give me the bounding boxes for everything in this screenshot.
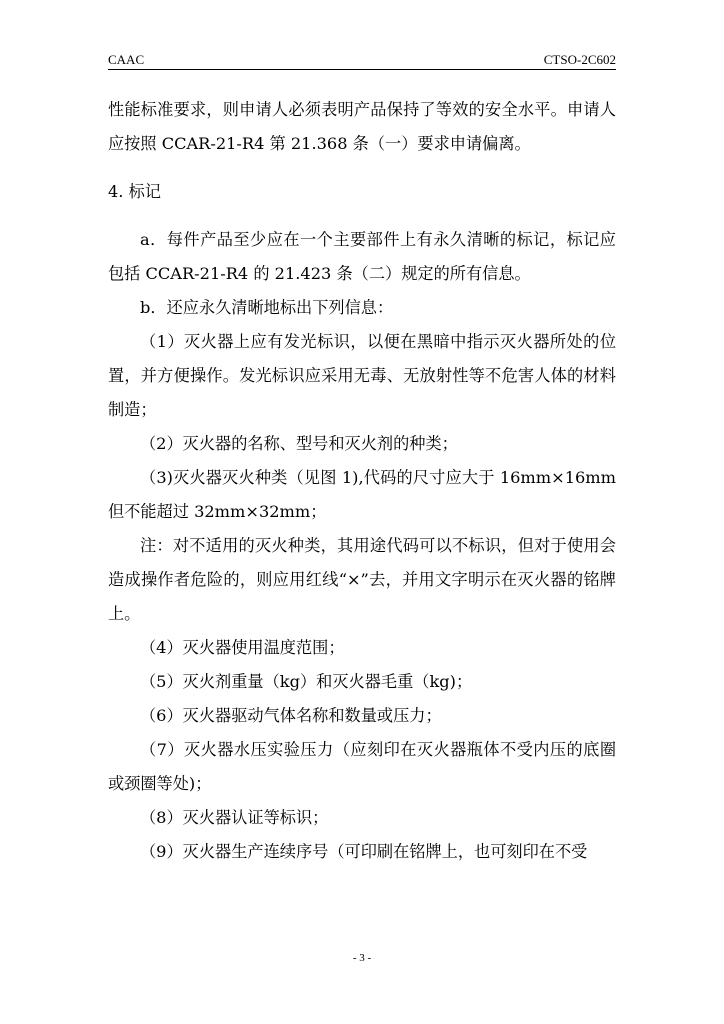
page-number: - 3 - xyxy=(352,952,372,964)
header-org: CAAC xyxy=(108,52,145,67)
page-header xyxy=(108,52,616,68)
list-item-4: （4）灭火器使用温度范围； xyxy=(140,638,345,657)
list-item-7: （7）灭火器水压实验压力（应刻印在灭火器瓶体不受内压的底圈或颈圈等处)； xyxy=(108,740,616,793)
note-paragraph: 注：对不适用的灭火种类，其用途代码可以不标识，但对于使用会造成操作者危险的，则应用红线“×”去，并用文字明示在灭火器的铭牌上。 xyxy=(108,536,616,623)
list-item-8: （8）灭火器认证等标识； xyxy=(140,808,329,827)
list-item-9: （9）灭火器生产连续序号（可印刷在铭牌上，也可刻印在不受 xyxy=(140,842,588,861)
list-item-2: （2）灭火器的名称、型号和灭火剂的种类； xyxy=(140,434,458,453)
section-heading-marking: 4. 标记 xyxy=(108,182,161,201)
list-item-5: （5）灭火剂重量（kg）和灭火器毛重（kg)； xyxy=(140,672,473,691)
header-rule xyxy=(108,69,616,70)
paragraph-item-b: b．还应永久清晰地标出下列信息： xyxy=(140,298,394,317)
header-doc-id: CTSO-2C602 xyxy=(543,52,616,67)
paragraph-item-a: a．每件产品至少应在一个主要部件上有永久清晰的标记，标记应包括 CCAR-21-R4 的 21.423 条（二）规定的所有信息。 xyxy=(108,230,616,283)
paragraph-continuation: 性能标准要求，则申请人必须表明产品保持了等效的安全水平。申请人应按照 CCAR-21-R4 第 21.368 条（一）要求申请偏离。 xyxy=(108,100,616,153)
list-item-6: （6）灭火器驱动气体名称和数量或压力； xyxy=(140,706,442,725)
list-item-1: （1）灭火器上应有发光标识，以便在黑暗中指示灭火器所处的位置，并方便操作。发光标识应采用无毒、无放射性等不危害人体的材料制造； xyxy=(108,332,616,419)
list-item-3: （3)灭火器灭火种类（见图 1),代码的尺寸应大于 16mm×16mm 但不能超过 32mm×32mm； xyxy=(108,468,616,521)
document-body xyxy=(108,93,616,869)
